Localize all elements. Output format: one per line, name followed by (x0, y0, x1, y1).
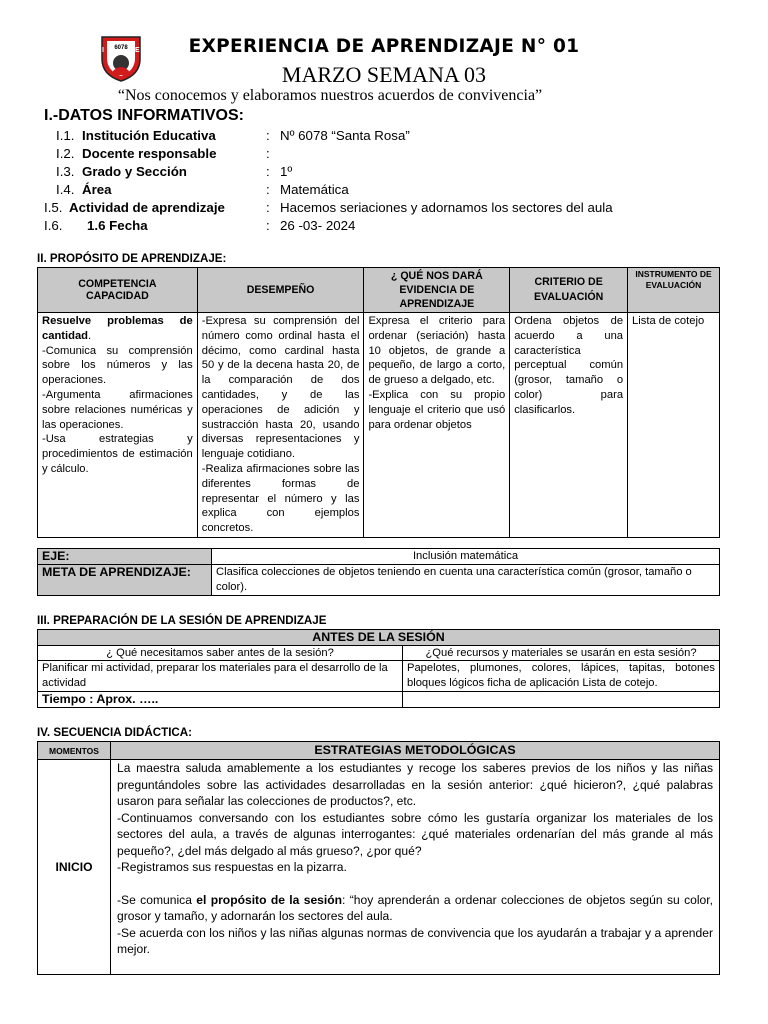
datos-label: Área (82, 182, 112, 197)
datos-colon: : (266, 182, 270, 197)
answer-saber: Planificar mi actividad, preparar los materiales para el desarrollo de la actividad (38, 661, 403, 692)
tiempo-value (403, 692, 720, 708)
question-recursos: ¿Qué recursos y materiales se usarán en esta sesión? (403, 646, 720, 661)
datos-value: Hacemos seriaciones y adornamos los sectores del aula (280, 200, 613, 215)
datos-colon: : (266, 128, 270, 143)
page-title: EXPERIENCIA DE APRENDIZAJE N° 01 (188, 36, 580, 57)
estrategia-normas: -Se acuerda con los niños y las niñas algunas normas de convivencia que los ayudarán a trabajar y a aprender mejor. (117, 925, 713, 956)
eje-table (37, 548, 720, 596)
datos-heading: I.-DATOS INFORMATIVOS: (44, 107, 244, 124)
competencia-capacidades: -Comunica su comprensión sobre los números y las operaciones. -Argumenta afirmaciones sobre relaciones numéricas y las operaciones. -Usa estrategias y procedimientos de estimación y cálculo. (42, 344, 193, 475)
datos-num: I.3. (56, 164, 75, 179)
estrategia-proposito (117, 892, 713, 925)
proposito-heading: II. PROPÓSITO DE APRENDIZAJE: (37, 252, 227, 265)
datos-colon: : (266, 218, 270, 233)
evidencia-cell: Expresa el criterio para ordenar (seriación) hasta 10 objetos, de grande a pequeño, de largo a corto, de grueso a delgado, etc. -Explica con su propio lenguaje el criterio que usó para ordenar objetos (364, 313, 510, 538)
datos-colon: : (266, 164, 270, 179)
datos-colon: : (266, 146, 270, 161)
estrategia-registro: -Registramos sus respuestas en la pizarra. (117, 860, 347, 874)
meta-label: META DE APRENDIZAJE: (38, 565, 212, 596)
col-instrumento: INSTRUMENTO DE EVALUACIÓN (628, 268, 720, 313)
svg-text:I: I (102, 47, 104, 54)
datos-num: I.6. (44, 218, 63, 233)
inicio-estrategias (111, 760, 720, 975)
datos-num: I.5. (44, 200, 63, 215)
datos-label: Institución Educativa (82, 128, 216, 143)
criterio-cell: Ordena objetos de acuerdo a una característica perceptual común (grosor, tamaño o color) para clasificarlos. (510, 313, 628, 538)
competencia-cell: Resuelve problemas de cantidad. -Comunica su comprensión sobre los números y las operaciones. -Argumenta afirmaciones sobre relaciones numéricas y las operaciones. -Usa estrategias y procedimientos de estimación y cálculo. (38, 313, 198, 538)
secuencia-heading: IV. SECUENCIA DIDÁCTICA: (37, 726, 193, 739)
estrategia-saberes: La maestra saluda amablemente a los estudiantes y recoge los saberes previos de los niños y las niñas preguntándoles sobre las actividades desarrolladas en la sesión anterior: ¿qué hicieron?, ¿qué palabras usaron para señalar las colecciones de productos?, etc. (117, 761, 713, 808)
meta-value: Clasifica colecciones de objetos teniendo en cuenta una característica común (grosor, tamaño o color). (212, 565, 720, 596)
col-evidencia: ¿ QUÉ NOS DARÁ EVIDENCIA DE APRENDIZAJE (364, 268, 510, 313)
datos-label: Actividad de aprendizaje (69, 200, 225, 215)
eje-value: Inclusión matemática (212, 549, 720, 565)
datos-value: Matemática (280, 182, 349, 197)
proposito-pre: -Se comunica (117, 892, 197, 907)
proposito-table (37, 267, 720, 538)
svg-text:E: E (135, 47, 140, 54)
datos-label: Grado y Sección (82, 164, 187, 179)
proposito-bold: el propósito de la sesión (196, 892, 343, 907)
col-competencia: COMPETENCIA CAPACIDAD (38, 268, 198, 313)
proposito-post: : “hoy aprenderán a ordenar colecciones de objetos según su color, grosor y tamaño, y adornarán los sectores del aula. (117, 892, 713, 923)
datos-num: I.2. (56, 146, 75, 161)
col-momentos: MOMENTOS (38, 742, 111, 760)
datos-colon: : (266, 200, 270, 215)
tiempo-label: Tiempo : Aprox. ….. (38, 692, 403, 708)
datos-value: Nº 6078 “Santa Rosa” (280, 128, 410, 143)
datos-list (44, 127, 744, 237)
col-criterio: CRITERIO DE EVALUACIÓN (510, 268, 628, 313)
page-quote: “Nos conocemos y elaboramos nuestros acuerdos de convivencia” (117, 87, 543, 104)
instrumento-cell: Lista de cotejo (628, 313, 720, 538)
desempeno-cell: -Expresa su comprensión del número como ordinal hasta el décimo, como cardinal hasta 50 y de la decena hasta 20, de la comparación de dos cantidades, y de las operaciones de adición y sustracción hasta 20, usando diversas representaciones y lenguaje cotidiano. -Realiza afirmaciones sobre las diferentes formas de representar el número y las explica con ejemplos concretos. (197, 313, 364, 538)
datos-value: 1º (280, 164, 293, 179)
question-saber: ¿ Qué necesitamos saber antes de la sesión? (38, 646, 403, 661)
antes-header: ANTES DE LA SESIÓN (38, 630, 720, 646)
preparacion-table (37, 629, 720, 708)
answer-recursos: Papelotes, plumones, colores, lápices, tapitas, botones bloques lógicos ficha de aplicación Lista de cotejo. (403, 661, 720, 692)
page-subtitle: MARZO SEMANA 03 (281, 62, 487, 87)
col-estrategias: ESTRATEGIAS METODOLÓGICAS (111, 742, 720, 760)
eje-label: EJE: (38, 549, 212, 565)
datos-num: I.4. (56, 182, 75, 197)
col-desempeno: DESEMPEÑO (197, 268, 364, 313)
datos-label: 1.6 Fecha (87, 218, 148, 233)
logo-number: 6078 (114, 45, 128, 51)
preparacion-heading: III. PREPARACIÓN DE LA SESIÓN DE APRENDIZAJE (37, 614, 327, 627)
secuencia-table (37, 741, 720, 975)
datos-num: I.1. (56, 128, 75, 143)
competencia-title: Resuelve problemas de cantidad (42, 315, 193, 342)
datos-label: Docente responsable (82, 146, 217, 161)
estrategia-conversacion: -Continuamos conversando con los estudiantes sobre cómo les gustaría organizar los materiales de los sectores del aula, a través de algunas interrogantes: ¿qué materiales ordenarían del más grande al más pequeño?, ¿del más delgado al más grueso?, ¿por qué? (117, 810, 713, 858)
momento-inicio: INICIO (38, 760, 111, 975)
datos-value: 26 -03- 2024 (280, 218, 356, 233)
